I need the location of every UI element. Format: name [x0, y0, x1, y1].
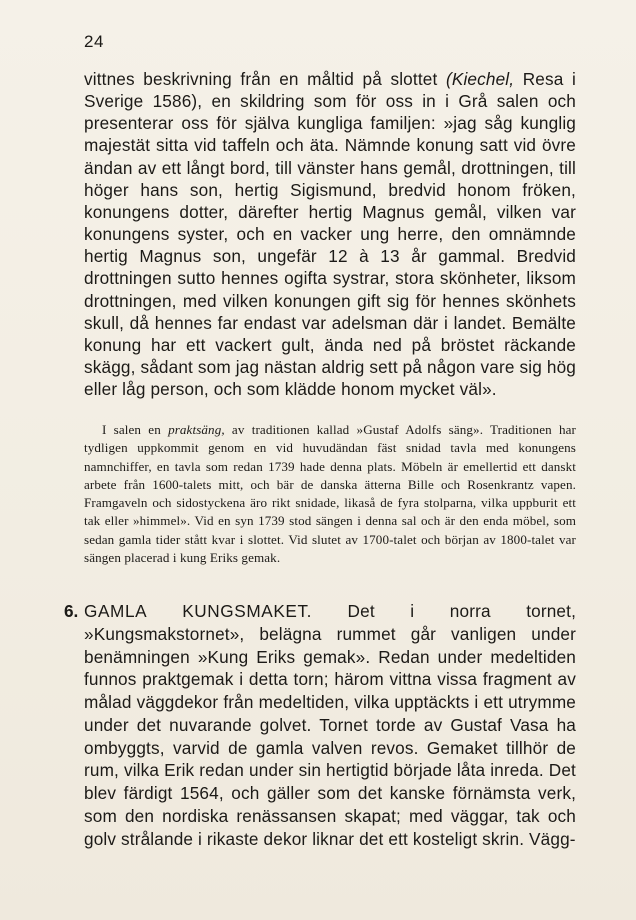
- section-number: 6.: [64, 601, 79, 621]
- footnote-text: [84, 421, 576, 567]
- section-6-body: [84, 600, 576, 850]
- section-6-paragraph: Det i norra tornet, »Kungsmakstornet», belägna rummet går vanligen under benämningen »Kung Eriks gemak». Redan under medeltiden funnos praktgemak i detta torn; härom vittna vissa fragment av målad väggdekor från medeltiden, vilka upptäckts i ett utrymme under det nuvarande golvet. Tornet torde av Gustaf Vasa ha ombyggts, varvid de gamla valven revos. Gemaket tillhör de rum, vilka Erik redan under sin hertigtid började låta inreda. Det blev färdigt 1564, och gäller som det kanske förnämsta verk, som den nordiska renässansen skapat; med väggar, tak och golv strålande i rikaste dekor liknar det ett kosteligt skrin. Vägg-: [84, 601, 576, 849]
- paragraph-1-after-ref: Resa i Sverige 1586), en skildring som för oss in i Grå salen och presenterar oss för själva kungliga familjen: »jag såg kunglig majestät sitta vid taffeln och äta. Nämnde konung satt vid övre ändan av ett långt bord, till vänster hans gemål, drottningen, till höger hans son, hertig Sigismund, bredvid honom fröken, konungens dotter, därefter hertig Magnus gemål, vilken var konungens syster, och en vacker ung herre, den omnämnde hertig Magnus son, ungefär 12 à 13 år gammal. Bredvid drottningen sutto hennes ogifta systrar, stora skönheter, liksom drottningen, med vilken konungen gift sig för hennes skönhets skull, då hennes far endast var adelsman där i landet. Bemälte konung har ett vackert gult, ända ned på bröstet räckande skägg, sådant som jag nästan aldrig sett på någon vare sig hög eller låg person, och som klädde honom mycket väl».: [84, 69, 577, 400]
- footnote-before-em: I salen en: [102, 422, 169, 437]
- paragraph-1-before-ref: vittnes beskrivning från en måltid på slottet: [84, 69, 446, 89]
- paragraph-1-text: [84, 68, 576, 400]
- footnote-emphasis: praktsäng,: [168, 422, 225, 437]
- section-6-text: [84, 600, 576, 850]
- paragraph-1-reference: (Kiechel,: [445, 69, 515, 89]
- footnote-block: [84, 421, 576, 567]
- section-title: GAMLA KUNGSMAKET.: [84, 601, 313, 621]
- paragraph-1: [84, 68, 576, 400]
- page-number: 24: [84, 32, 104, 51]
- footnote-after-em: av traditionen kallad »Gustaf Adolfs säng». Traditionen har tydligen uppkommit genom en vid huvudändan fäst snidad tavla med konungens namnchiffer, en tavla som redan 1739 hade denna plats. Möbeln är emellertid ett danskt arbete från 1600-talets mitt, och bär de danska ätterna Bille och Rosenkrantz vapen. Framgaveln och sidostyckena äro rikt snidade, likaså de fyra stolparna, vilka uppburit ett tak eller »himmel». Vid en syn 1739 stod sängen i denna sal och är den enda möbel, som sedan gamla tider stått kvar i slottet. Vid slutet av 1700-talet och början av 1800-talet var sängen placerad i kung Eriks gemak.: [84, 422, 576, 566]
